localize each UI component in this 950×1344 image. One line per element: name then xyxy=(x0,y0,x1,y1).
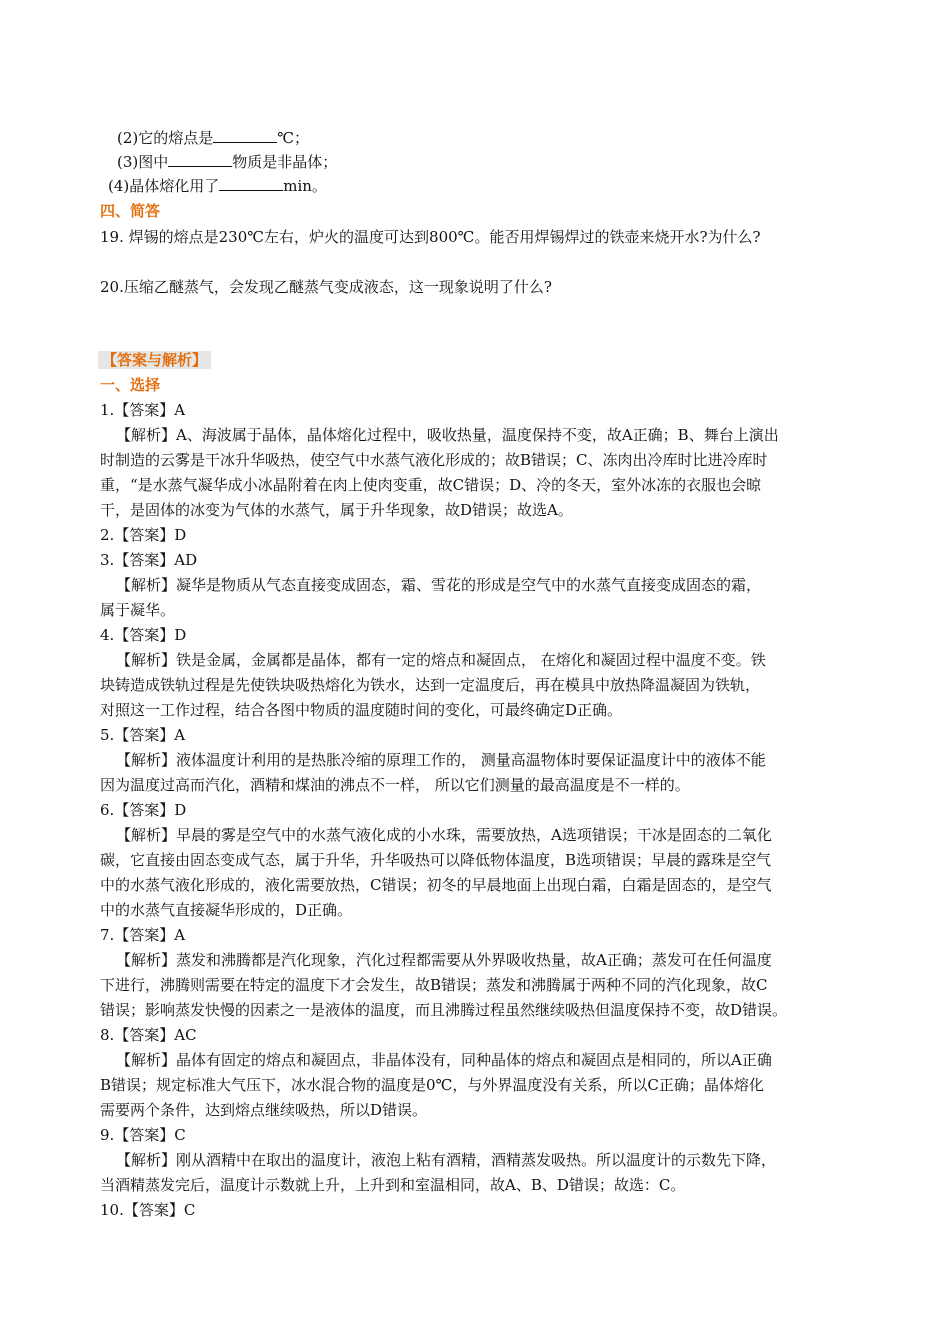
answer-line: 7.【答案】A xyxy=(100,926,186,944)
explanation-line: 碳，它直接由固态变成气态，属于升华，升华吸热可以降低物体温度，B选项错误；早晨的露珠是空气 xyxy=(100,851,772,869)
explanation-line: 中的水蒸气液化形成的，液化需要放热，C错误；初冬的早晨地面上出现白霜，白霜是固态的，是空气 xyxy=(100,876,772,894)
answer-line: 9.【答案】C xyxy=(100,1126,186,1144)
explanation-line: 【解析】凝华是物质从气态直接变成固态，霜、雪花的形成是空气中的水蒸气直接变成固态的霜， xyxy=(116,576,762,594)
section-title-choice: 一、选择 xyxy=(100,376,161,394)
answer-line: 2.【答案】D xyxy=(100,526,187,544)
question-18-part-2: (2)它的熔点是 ℃； xyxy=(117,129,310,147)
explanation-line: 【解析】铁是金属，金属都是晶体，都有一定的熔点和凝固点， 在熔化和凝固过程中温度不变。铁 xyxy=(116,651,766,669)
answer-blank xyxy=(168,152,232,167)
explanation-line: 【解析】晶体有固定的熔点和凝固点，非晶体没有，同种晶体的熔点和凝固点是相同的，所以A正确 xyxy=(116,1051,772,1069)
explanation-line: 错误；影响蒸发快慢的因素之一是液体的温度，而且沸腾过程虽然继续吸热但温度保持不变，故D错误。 xyxy=(100,1001,788,1019)
answer-line: 4.【答案】D xyxy=(100,626,187,644)
answer-blank xyxy=(213,128,277,143)
question-20: 20.压缩乙醚蒸气，会发现乙醚蒸气变成液态，这一现象说明了什么? xyxy=(100,278,552,296)
explanation-line: 【解析】蒸发和沸腾都是汽化现象，汽化过程都需要从外界吸收热量，故A正确；蒸发可在任何温度 xyxy=(116,951,772,969)
explanation-line: 块铸造成铁轨过程是先使铁块吸热熔化为铁水，达到一定温度后，再在模具中放热降温凝固为铁轨， xyxy=(100,676,761,694)
explanation-line: 【解析】刚从酒精中在取出的温度计，液泡上粘有酒精，酒精蒸发吸热。所以温度计的示数先下降， xyxy=(116,1151,777,1169)
explanation-line: 对照这一工作过程，结合各图中物质的温度随时间的变化，可最终确定D正确。 xyxy=(100,701,623,719)
explanation-line: 需要两个条件，达到熔点继续吸热，所以D错误。 xyxy=(100,1101,428,1119)
explanation-line: 当酒精蒸发完后，温度计示数就上升，上升到和室温相同，故A、B、D错误；故选：C。 xyxy=(100,1176,686,1194)
explanation-line: 【解析】早晨的雾是空气中的水蒸气液化成的小水珠，需要放热，A选项错误；干冰是固态的二氧化 xyxy=(116,826,772,844)
question-18-part-3: (3)图中 物质是非晶体； xyxy=(117,153,338,171)
answer-line: 6.【答案】D xyxy=(100,801,187,819)
section-title-short-answer: 四、简答 xyxy=(100,202,161,220)
explanation-line: 【解析】A、海波属于晶体，晶体熔化过程中，吸收热量，温度保持不变，故A正确；B、舞台上演出 xyxy=(116,426,779,444)
explanation-line: 中的水蒸气直接凝华形成的，D正确。 xyxy=(100,901,353,919)
answer-line: 10.【答案】C xyxy=(100,1201,196,1219)
answer-line: 1.【答案】A xyxy=(100,401,186,419)
answer-header: 【答案与解析】 xyxy=(98,349,211,371)
explanation-line: 时制造的云雾是干冰升华吸热，使空气中水蒸气液化形成的；故B错误；C、冻肉出冷库时比进冷库时 xyxy=(100,451,768,469)
explanation-line: 属于凝华。 xyxy=(100,601,176,619)
explanation-line: 重，“是水蒸气凝华成小冰晶附着在肉上使肉变重，故C错误；D、冷的冬天，室外冰冻的衣服也会晾 xyxy=(100,476,762,494)
answer-line: 5.【答案】A xyxy=(100,726,186,744)
question-19: 19. 焊锡的熔点是230℃左右，炉火的温度可达到800℃。能否用焊锡焊过的铁壶来烧开水?为什么? xyxy=(100,228,761,246)
answer-line: 8.【答案】AC xyxy=(100,1026,197,1044)
explanation-line: 【解析】液体温度计利用的是热胀冷缩的原理工作的， 测量高温物体时要保证温度计中的液体不能 xyxy=(116,751,766,769)
explanation-line: 干，是固体的冰变为气体的水蒸气，属于升华现象，故D错误；故选A。 xyxy=(100,501,573,519)
question-18-part-4: (4)晶体熔化用了 min。 xyxy=(108,177,327,195)
explanation-line: 因为温度过高而汽化，酒精和煤油的沸点不一样， 所以它们测量的最高温度是不一样的。 xyxy=(100,776,690,794)
answer-line: 3.【答案】AD xyxy=(100,551,198,569)
answer-blank xyxy=(219,176,283,191)
explanation-line: 下进行，沸腾则需要在特定的温度下才会发生，故B错误；蒸发和沸腾属于两种不同的汽化现象，故C xyxy=(100,976,768,994)
explanation-line: B错误；规定标准大气压下，冰水混合物的温度是0℃，与外界温度没有关系，所以C正确；晶体熔化 xyxy=(100,1076,764,1094)
